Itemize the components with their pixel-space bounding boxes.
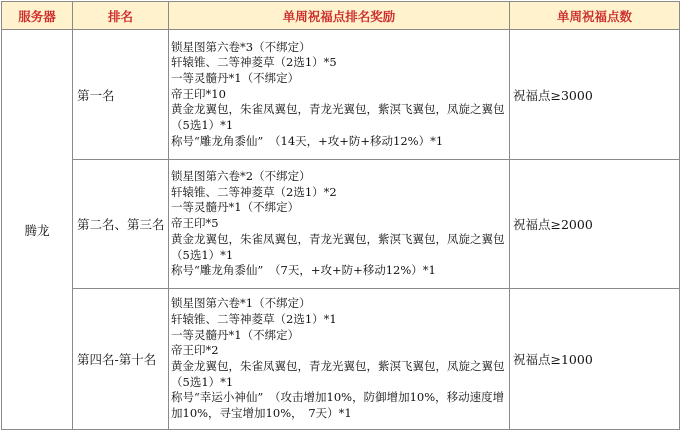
reward-line: 锁星图第六卷*3（不绑定） bbox=[171, 39, 311, 54]
reward-cell bbox=[169, 160, 510, 289]
reward-line: 黄金龙翼包，朱雀凤翼包，青龙光翼包，紫溟飞翼包，凤旋之翼包（5选1）*1 bbox=[171, 102, 505, 133]
reward-line: 一等灵髓丹*1（不绑定） bbox=[171, 327, 300, 342]
points-cell: 祝福点≥1000 bbox=[510, 289, 680, 430]
header-server: 服务器 bbox=[2, 2, 73, 30]
table-row bbox=[2, 289, 680, 430]
rewards-table bbox=[1, 1, 680, 430]
reward-line: 帝王印*5 bbox=[171, 216, 219, 231]
reward-line: 帝王印*2 bbox=[171, 343, 219, 358]
reward-line: 轩辕锥、二等神菱草（2选1）*1 bbox=[171, 311, 337, 326]
reward-line: 轩辕锥、二等神菱草（2选1）*5 bbox=[171, 55, 337, 70]
reward-line: 一等灵髓丹*1（不绑定） bbox=[171, 200, 300, 215]
header-points: 单周祝福点数 bbox=[510, 2, 680, 30]
reward-cell bbox=[169, 289, 510, 430]
rank-cell: 第四名-第十名 bbox=[73, 289, 169, 430]
reward-line: 锁星图第六卷*2（不绑定） bbox=[171, 169, 311, 184]
reward-line: 称号“雕龙角黍仙” （7天，+攻+防+移动12%）*1 bbox=[171, 263, 436, 278]
header-row bbox=[2, 2, 680, 30]
points-cell: 祝福点≥2000 bbox=[510, 160, 680, 289]
server-cell: 腾龙 bbox=[2, 30, 73, 430]
reward-line: 帝王印*10 bbox=[171, 86, 226, 101]
header-rank: 排名 bbox=[73, 2, 169, 30]
rank-cell: 第二名、第三名 bbox=[73, 160, 169, 289]
reward-line: 黄金龙翼包，朱雀凤翼包，青龙光翼包，紫溟飞翼包，凤旋之翼包（5选1）*1 bbox=[171, 359, 505, 389]
table-row bbox=[2, 30, 680, 160]
reward-cell bbox=[169, 30, 510, 160]
reward-line: 称号“雕龙角黍仙” （14天，+攻+防+移动12%）*1 bbox=[171, 133, 444, 148]
header-reward: 单周祝福点排名奖励 bbox=[169, 2, 510, 30]
table-row bbox=[2, 160, 680, 289]
reward-line: 称号“幸运小神仙” （攻击增加10%，防御增加10%，移动速度增加10%，寻宝增加10%， 7天）*1 bbox=[171, 390, 505, 421]
reward-line: 黄金龙翼包，朱雀凤翼包，青龙光翼包，紫溟飞翼包，凤旋之翼包（5选1）*1 bbox=[171, 231, 505, 262]
reward-line: 一等灵髓丹*1（不绑定） bbox=[171, 70, 300, 85]
reward-line: 轩辕锥、二等神菱草（2选1）*2 bbox=[171, 184, 337, 199]
points-cell: 祝福点≥3000 bbox=[510, 30, 680, 160]
rank-cell: 第一名 bbox=[73, 30, 169, 160]
reward-line: 锁星图第六卷*1（不绑定） bbox=[171, 296, 311, 311]
